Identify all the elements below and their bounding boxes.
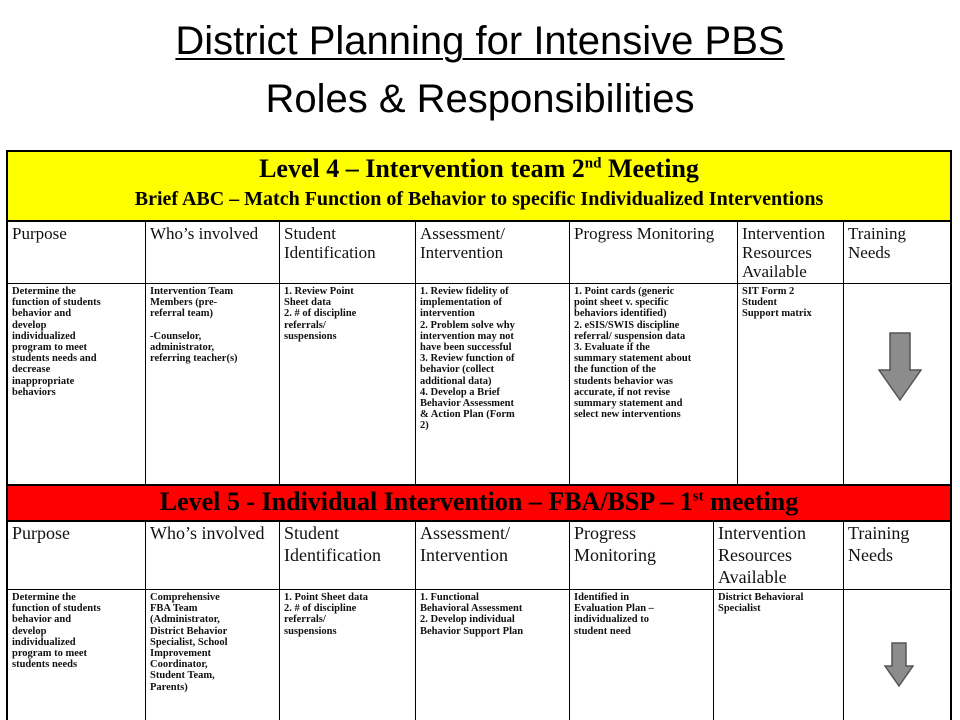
level5-col-student-identification: Student Identification: [280, 520, 416, 590]
level5-cell-student-identification: 1. Point Sheet data 2. # of discipline referrals/ suspensions: [280, 590, 416, 720]
down-arrow-icon: [884, 642, 914, 688]
level4-cell-training-needs: [844, 284, 950, 484]
level4-col-purpose: Purpose: [8, 222, 146, 284]
level5-col-resources: Intervention Resources Available: [714, 520, 844, 590]
level4-col-resources: Intervention Resources Available: [738, 222, 844, 284]
level5-cell-training-needs: [844, 590, 950, 720]
level4-col-training-needs: Training Needs: [844, 222, 950, 284]
level5-col-training-needs: Training Needs: [844, 520, 950, 590]
level5-col-progress-monitoring: Progress Monitoring: [570, 520, 714, 590]
level4-cell-resources: SIT Form 2 Student Support matrix: [738, 284, 844, 484]
level4-col-progress-monitoring: Progress Monitoring: [570, 222, 738, 284]
level4-cell-purpose: Determine the function of students behavior and develop individualized program to meet students needs and decrease inappropriate behaviors: [8, 284, 146, 484]
level5-cell-assessment: 1. Functional Behavioral Assessment 2. Develop individual Behavior Support Plan: [416, 590, 570, 720]
level4-subheading: Brief ABC – Match Function of Behavior to specific Individualized Interventions: [134, 188, 824, 210]
level5-cell-resources: District Behavioral Specialist: [714, 590, 844, 720]
level5-col-whos-involved: Who’s involved: [146, 520, 280, 590]
down-arrow-icon: [878, 332, 922, 402]
level4-heading: Level 4 – Intervention team 2nd Meeting: [259, 154, 699, 183]
level5-heading: Level 5 - Individual Intervention – FBA/BSP – 1st meeting: [159, 487, 799, 516]
level4-col-assessment: Assessment/ Intervention: [416, 222, 570, 284]
slide-title: District Planning for Intensive PBS: [175, 19, 785, 63]
level5-cell-whos-involved: Comprehensive FBA Team (Administrator, District Behavior Specialist, School Improvement Coordinator, Student Team, Parents): [146, 590, 280, 720]
level4-cell-student-identification: 1. Review Point Sheet data 2. # of discipline referrals/ suspensions: [280, 284, 416, 484]
planning-table: [6, 150, 952, 720]
level4-col-whos-involved: Who’s involved: [146, 222, 280, 284]
level5-cell-progress-monitoring: Identified in Evaluation Plan – individualized to student need: [570, 590, 714, 720]
level4-grid: [8, 222, 950, 484]
level4-banner: [8, 152, 950, 222]
level4-cell-assessment: 1. Review fidelity of implementation of intervention 2. Problem solve why intervention may not have been successful 3. Review function of behavior (collect additional data) 4. Develop a Brief Behavior Assessment & Action Plan (Form 2): [416, 284, 570, 484]
level5-grid: [8, 520, 950, 720]
level5-banner: [8, 484, 950, 522]
slide-subtitle: Roles & Responsibilities: [265, 77, 695, 121]
level5-col-assessment: Assessment/ Intervention: [416, 520, 570, 590]
level4-cell-whos-involved: Intervention Team Members (pre- referral team) -Counselor, administrator, referring teacher(s): [146, 284, 280, 484]
level4-cell-progress-monitoring: 1. Point cards (generic point sheet v. specific behaviors identified) 2. eSIS/SWIS discipline referral/ suspension data 3. Evaluate if the summary statement about the function of the students behavior was accurate, if not revise summary statement and select new interventions: [570, 284, 738, 484]
level4-col-student-identification: Student Identification: [280, 222, 416, 284]
level5-cell-purpose: Determine the function of students behavior and develop individualized program to meet students needs: [8, 590, 146, 720]
level5-col-purpose: Purpose: [8, 520, 146, 590]
